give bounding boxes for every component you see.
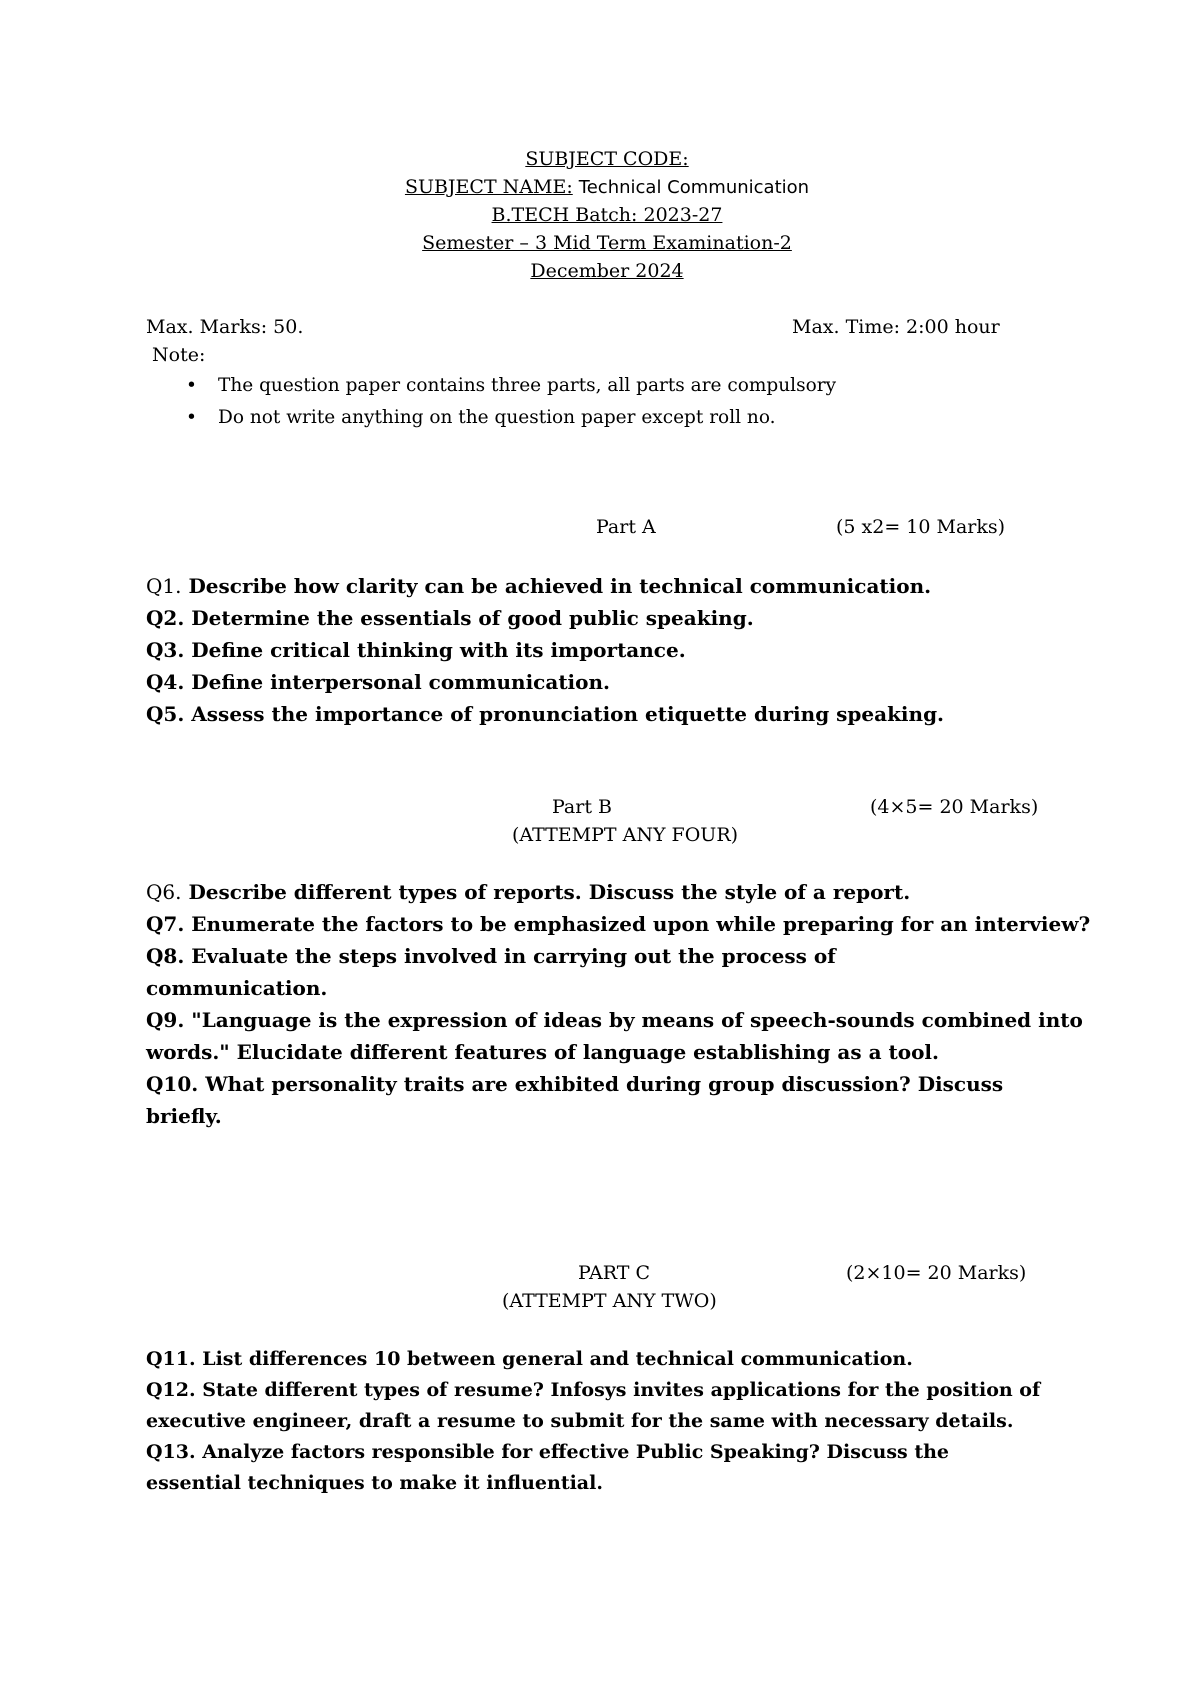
question-number: Q8. (146, 944, 185, 968)
subject-name-line (0, 176, 1200, 198)
subject-name-value: Technical Communication (578, 177, 810, 198)
question (146, 634, 1086, 666)
question-number: Q11. (146, 1348, 196, 1370)
question-number: Q6. (146, 880, 182, 904)
question-text: Describe different types of reports. Discuss the style of a report. (188, 880, 911, 904)
note-list (186, 370, 836, 434)
question (146, 1437, 1026, 1499)
question-number: Q2. (146, 606, 185, 630)
note-item: • Do not write anything on the question paper except roll no. (186, 402, 836, 434)
question-text: Evaluate the steps involved in carrying out the process of communication. (146, 944, 836, 1000)
note-label: Note: (152, 344, 206, 366)
question-number: Q13. (146, 1441, 196, 1463)
batch: B.TECH Batch: 2023-27 (491, 204, 723, 226)
question (146, 908, 1096, 940)
question-text: "Language is the expression of ideas by means of speech-sounds combined into words." Elucidate different features of language establishing as a tool. (146, 1008, 1083, 1064)
question (146, 876, 1096, 908)
question (146, 1068, 1046, 1132)
question (146, 1344, 1086, 1375)
question-number: Q1. (146, 574, 182, 598)
question-text: List differences 10 between general and technical communication. (202, 1348, 913, 1370)
part-b-marks: (4×5= 20 Marks) (870, 796, 1039, 818)
question-number: Q12. (146, 1379, 196, 1401)
question (146, 1004, 1086, 1068)
part-c-questions (146, 1344, 1086, 1499)
question-number: Q10. (146, 1072, 199, 1096)
note-item: • The question paper contains three parts, all parts are compulsory (186, 370, 836, 402)
question-text: Analyze factors responsible for effective Public Speaking? Discuss the essential techniques to make it influential. (146, 1441, 950, 1494)
question-text: What personality traits are exhibited during group discussion? Discuss briefly. (146, 1072, 1004, 1128)
max-time: Max. Time: 2:00 hour (792, 316, 1000, 338)
question-text: Determine the essentials of good public speaking. (191, 606, 754, 630)
question (146, 570, 1086, 602)
part-b-title: Part B (552, 796, 612, 818)
question-text: Define interpersonal communication. (191, 670, 611, 694)
part-c-marks: (2×10= 20 Marks) (846, 1262, 1027, 1284)
question (146, 1375, 1086, 1437)
exam-date: December 2024 (530, 260, 684, 282)
question-text: Describe how clarity can be achieved in technical communication. (188, 574, 932, 598)
part-b-instruction: (ATTEMPT ANY FOUR) (512, 824, 739, 846)
question (146, 698, 1086, 730)
subject-code: SUBJECT CODE: (525, 148, 689, 170)
question-number: Q5. (146, 702, 185, 726)
question-text: Define critical thinking with its importance. (191, 638, 686, 662)
part-a-title: Part A (596, 516, 656, 538)
question-number: Q4. (146, 670, 185, 694)
question-number: Q9. (146, 1008, 185, 1032)
question (146, 940, 926, 1004)
question (146, 602, 1086, 634)
part-c-instruction: (ATTEMPT ANY TWO) (502, 1290, 717, 1312)
part-c-title: PART C (578, 1262, 650, 1284)
question-text: Assess the importance of pronunciation etiquette during speaking. (191, 702, 945, 726)
question (146, 666, 1086, 698)
question-number: Q7. (146, 912, 185, 936)
part-a-questions (146, 570, 1086, 730)
question-text: State different types of resume? Infosys invites applications for the position of executive engineer, draft a resume to submit for the same with necessary details. (146, 1379, 1041, 1432)
question-text: Enumerate the factors to be emphasized upon while preparing for an interview? (191, 912, 1091, 936)
subject-name-label: SUBJECT NAME: (404, 176, 573, 198)
part-b-questions (146, 876, 1096, 1132)
semester: Semester – 3 Mid Term Examination-2 (422, 232, 792, 254)
question-number: Q3. (146, 638, 185, 662)
max-marks: Max. Marks: 50. (146, 316, 304, 338)
part-a-marks: (5 x2= 10 Marks) (836, 516, 1006, 538)
